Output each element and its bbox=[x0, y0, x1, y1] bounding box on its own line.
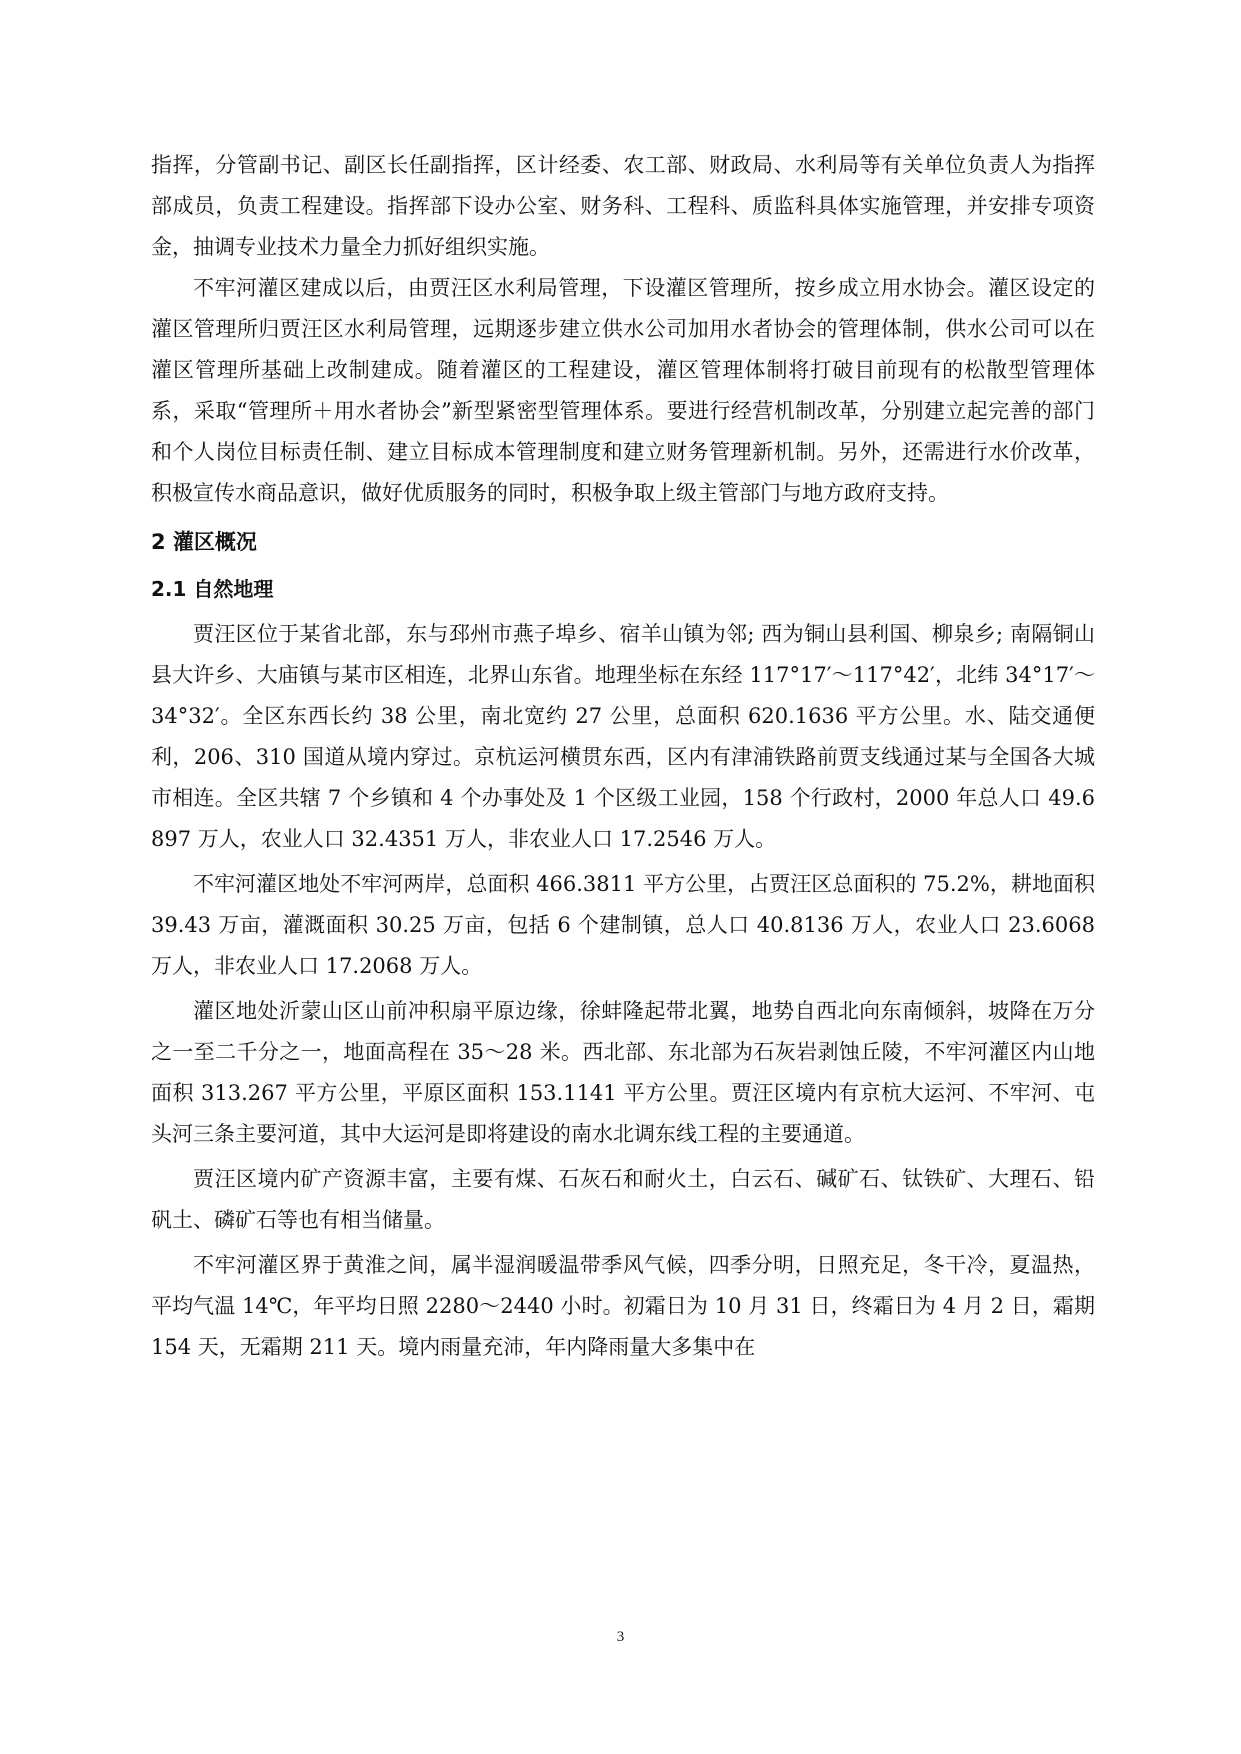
paragraph-location: 贾汪区位于某省北部，东与邳州市燕子埠乡、宿羊山镇为邻; 西为铜山县利国、柳泉乡; 南隔铜山县大许乡、大庙镇与某市区相连，北界山东省。地理坐标在东经 117°17′～117°42′，北纬 34°17′～34°32′。全区东西长约 38 公里，南北宽约 27 公里，总面积 620.1636 平方公里。水、陆交通便利，206、310 国道从境内穿过。京杭运河横贯东西，区内有津浦铁路前贾支线通过某与全国各大城市相连。全区共辖 7 个乡镇和 4 个办事处及 1 个区级工业园，158 个行政村，2000 年总人口 49.6897 万人，农业人口 32.4351 万人，非农业人口 17.2546 万人。 bbox=[151, 622, 1095, 851]
paragraph-climate: 不牢河灌区界于黄淮之间，属半湿润暖温带季风气候，四季分明，日照充足，冬干冷，夏温热，平均气温 14℃，年平均日照 2280～2440 小时。初霜日为 10 月 31 日，终霜日为 4 月 2 日，霜期 154 天，无霜期 211 天。境内雨量充沛，年内降雨量大多集中在 bbox=[151, 1253, 1095, 1359]
page-number: 3 bbox=[616, 1629, 625, 1645]
paragraph-irrigation-area: 不牢河灌区地处不牢河两岸，总面积 466.3811 平方公里，占贾汪区总面积的 75.2%，耕地面积 39.43 万亩，灌溉面积 30.25 万亩，包括 6 个建制镇，总人口 40.8136 万人，农业人口 23.6068 万人，非农业人口 17.2068 万人。 bbox=[151, 872, 1095, 978]
page-content bbox=[151, 145, 1095, 1368]
paragraph-management: 不牢河灌区建成以后，由贾汪区水利局管理，下设灌区管理所，按乡成立用水协会。灌区设定的灌区管理所归贾汪区水利局管理，远期逐步建立供水公司加用水者协会的管理体制，供水公司可以在灌区管理所基础上改制建成。随着灌区的工程建设，灌区管理体制将打破目前现有的松散型管理体系，采取“管理所＋用水者协会”新型紧密型管理体系。要进行经营机制改革，分别建立起完善的部门和个人岗位目标责任制、建立目标成本管理制度和建立财务管理新机制。另外，还需进行水价改革，积极宣传水商品意识，做好优质服务的同时，积极争取上级主管部门与地方政府支持。 bbox=[151, 276, 1095, 505]
paragraph-minerals: 贾汪区境内矿产资源丰富，主要有煤、石灰石和耐火土，白云石、碱矿石、钛铁矿、大理石、铅矾土、磷矿石等也有相当储量。 bbox=[151, 1167, 1095, 1232]
paragraph-leadership: 指挥，分管副书记、副区长任副指挥，区计经委、农工部、财政局、水利局等有关单位负责人为指挥部成员，负责工程建设。指挥部下设办公室、财务科、工程科、质监科具体实施管理，并安排专项资金，抽调专业技术力量全力抓好组织实施。 bbox=[151, 153, 1095, 259]
paragraph-terrain: 灌区地处沂蒙山区山前冲积扇平原边缘，徐蚌隆起带北翼，地势自西北向东南倾斜，坡降在万分之一至二千分之一，地面高程在 35～28 米。西北部、东北部为石灰岩剥蚀丘陵，不牢河灌区内山地面积 313.267 平方公里，平原区面积 153.1141 平方公里。贾汪区境内有京杭大运河、不牢河、屯头河三条主要河道，其中大运河是即将建设的南水北调东线工程的主要通道。 bbox=[151, 999, 1095, 1146]
section-heading: 2 灌区概况 bbox=[151, 530, 257, 554]
subsection-heading: 2.1 自然地理 bbox=[151, 577, 274, 601]
